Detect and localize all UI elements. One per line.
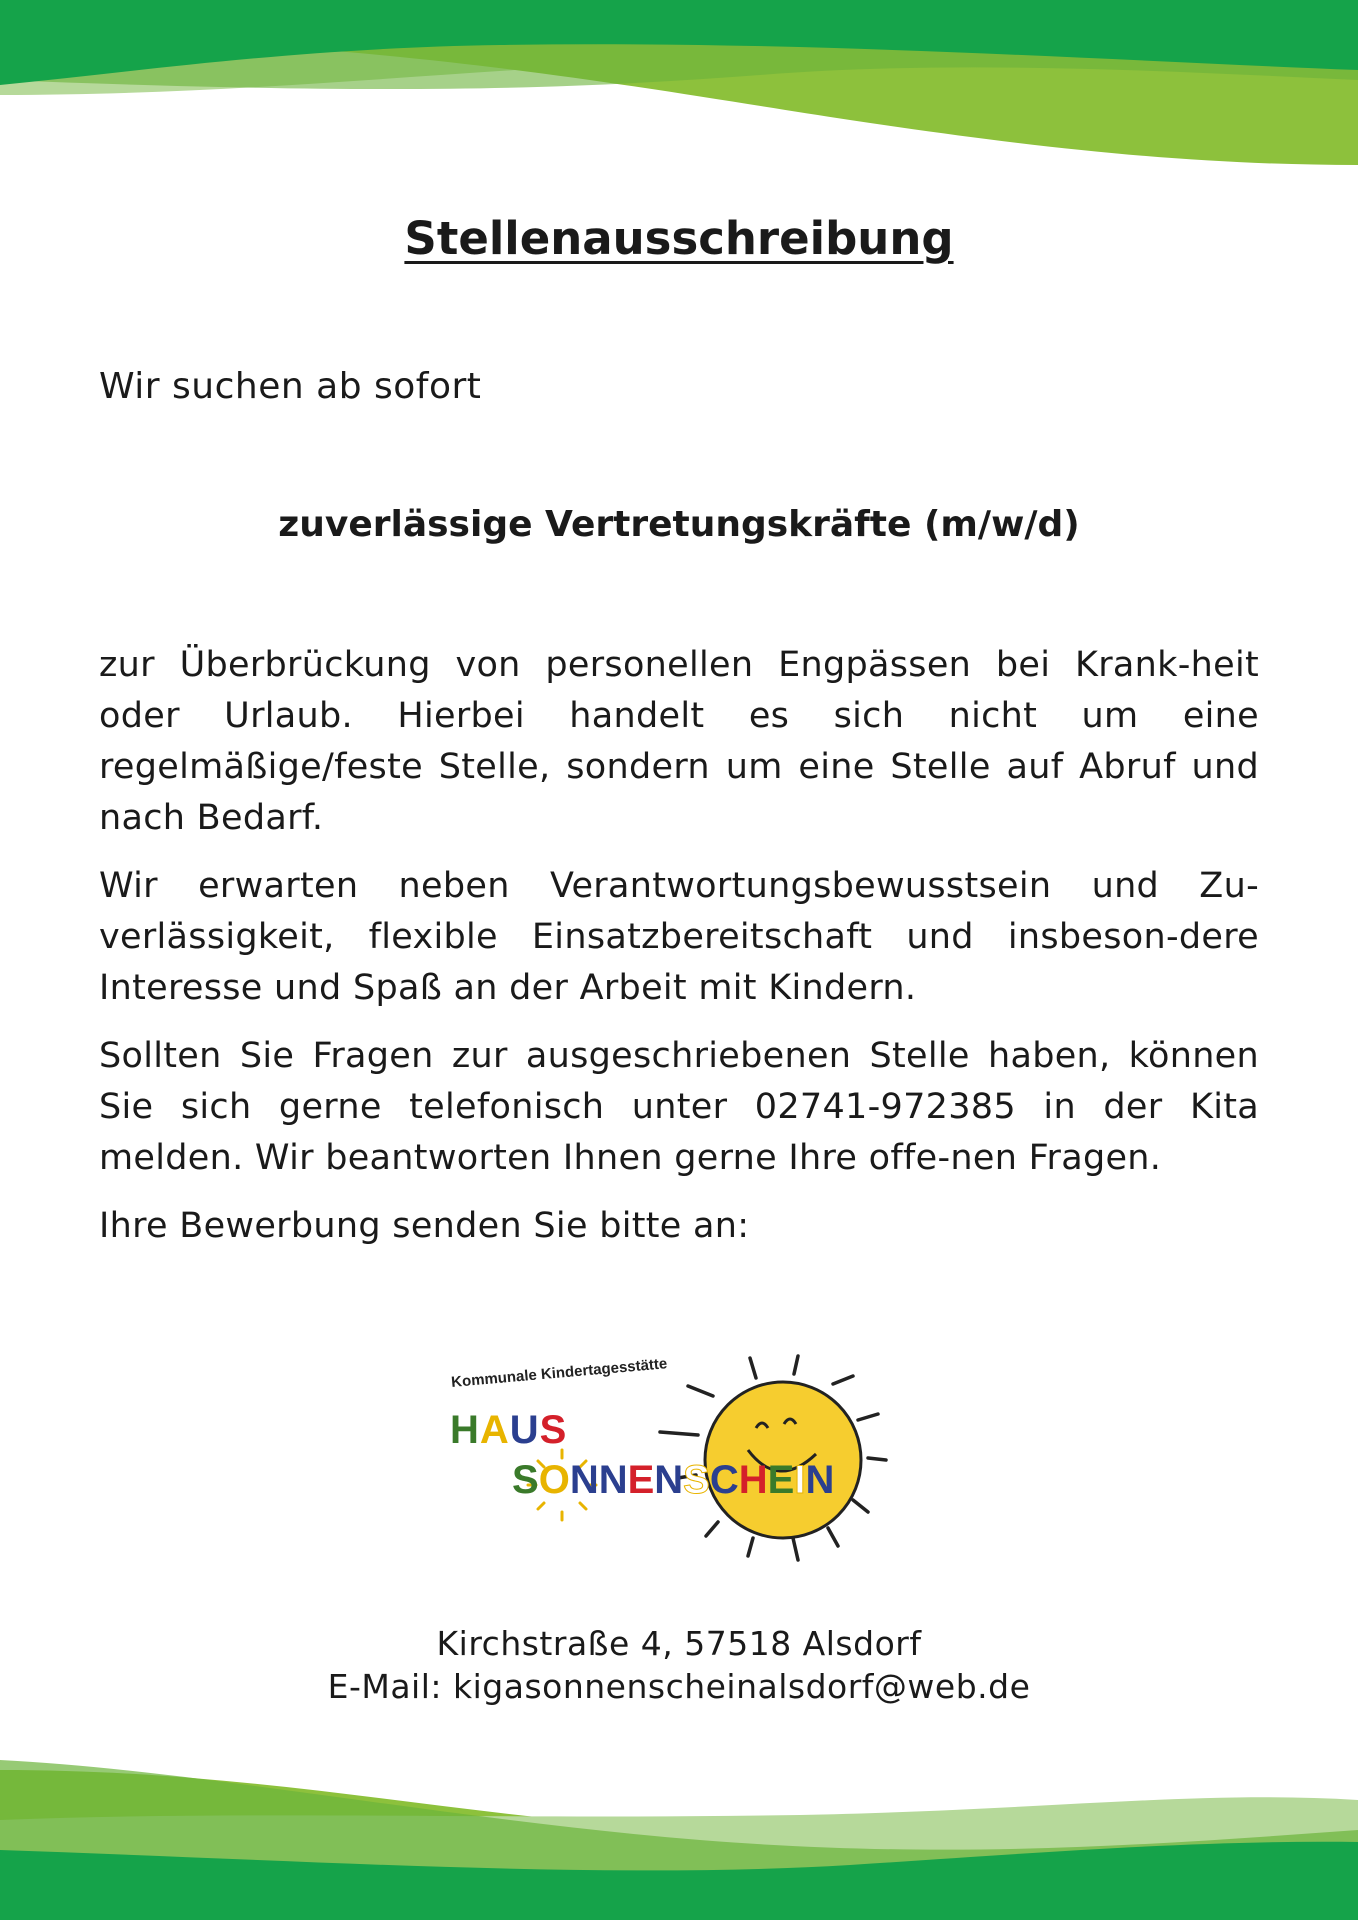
position-title: zuverlässige Vertretungskräfte (m/w/d) (278, 504, 1080, 545)
email: E-Mail: kigasonnenscheinalsdorf@web.de (327, 1667, 1031, 1706)
page-title: Stellenausschreibung (404, 212, 954, 265)
paragraph-4: Ihre Bewerbung senden Sie bitte an: (99, 1206, 750, 1246)
top-wave-decoration (0, 0, 1358, 170)
intro-text: Wir suchen ab sofort (99, 366, 482, 407)
paragraph-1: zur Überbrückung von personellen Engpässen bei Krank-heit oder Urlaub. Hierbei handelt es sich nicht um eine regelmäßige/feste Stelle, sondern um eine Stelle auf Abruf und nach Bedarf. (99, 645, 1259, 838)
contact-footer (0, 1622, 1358, 1708)
paragraph-2: Wir erwarten neben Verantwortungsbewusstsein und Zu-verlässigkeit, flexible Einsatzbereitschaft und insbeson-dere Interesse und Spaß an der Arbeit mit Kindern. (99, 866, 1259, 1008)
bottom-wave-decoration (0, 1760, 1358, 1920)
body-text (99, 640, 1259, 1269)
logo-line-sonnenschein: SONNENSCHEIN (512, 1458, 835, 1502)
logo-line-haus: HAUS (450, 1408, 568, 1452)
address: Kirchstraße 4, 57518 Alsdorf (436, 1624, 922, 1663)
paragraph-3: Sollten Sie Fragen zur ausgeschriebenen Stelle haben, können Sie sich gerne telefonisch unter 02741-972385 in der Kita melden. Wir beantworten Ihnen gerne Ihre offe-nen Fragen. (99, 1036, 1259, 1178)
logo-subtitle: Kommunale Kindertagesstätte (450, 1355, 668, 1391)
kita-logo (448, 1350, 898, 1570)
